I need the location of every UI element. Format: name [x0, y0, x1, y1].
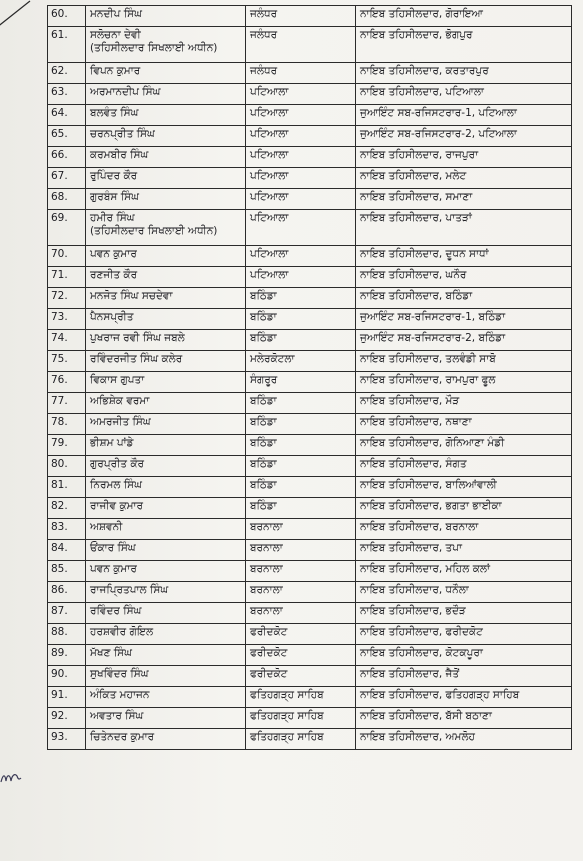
- serial-number-cell: 88.: [48, 624, 86, 645]
- name-cell: [86, 477, 246, 498]
- district-cell: ਬਠਿੰਡਾ: [246, 330, 356, 351]
- posting-cell: ਨਾਇਬ ਤਹਿਸੀਲਦਾਰ, ਮਲੇਟ: [356, 168, 572, 189]
- pen-stroke-mark: [0, 0, 34, 30]
- name-cell: [86, 624, 246, 645]
- serial-number-cell: 69.: [48, 210, 86, 246]
- officer-name: ਮੱਖਣ ਸਿੰਘ: [90, 647, 132, 659]
- district-cell: ਬਠਿੰਡਾ: [246, 498, 356, 519]
- officer-name: ਅਭਿਸ਼ੇਕ ਵਰਮਾ: [90, 395, 150, 407]
- serial-number-cell: 89.: [48, 645, 86, 666]
- serial-number-cell: 79.: [48, 435, 86, 456]
- posting-cell: ਨਾਇਬ ਤਹਿਸੀਲਦਾਰ, ਮੌੜ: [356, 393, 572, 414]
- officer-name: ਰਣਜੀਤ ਕੌਰ: [90, 269, 138, 281]
- name-cell: [86, 27, 246, 63]
- district-cell: ਪਟਿਆਲਾ: [246, 246, 356, 267]
- officer-name: ਭੀਸ਼ਮ ਪਾਂਡੇ: [90, 437, 134, 449]
- district-cell: ਪਟਿਆਲਾ: [246, 267, 356, 288]
- serial-number-cell: 63.: [48, 84, 86, 105]
- posting-cell: ਨਾਇਬ ਤਹਿਸੀਲਦਾਰ, ਕਰਤਾਰਪੁਰ: [356, 63, 572, 84]
- serial-number-cell: 81.: [48, 477, 86, 498]
- district-cell: ਬਠਿੰਡਾ: [246, 288, 356, 309]
- table-row: [48, 645, 572, 666]
- serial-number-cell: 72.: [48, 288, 86, 309]
- table-row: [48, 63, 572, 84]
- table-row: [48, 6, 572, 27]
- name-cell: [86, 729, 246, 750]
- table-row: [48, 456, 572, 477]
- district-cell: ਫਤਿਹਗੜ੍ਹ ਸਾਹਿਬ: [246, 729, 356, 750]
- serial-number-cell: 75.: [48, 351, 86, 372]
- name-cell: [86, 372, 246, 393]
- district-cell: ਫਰੀਦਕੋਟ: [246, 624, 356, 645]
- officer-name: ਪੁਖਰਾਜ ਰਵੀ ਸਿੰਘ ਜਬਲੇ: [90, 332, 185, 344]
- name-cell: [86, 582, 246, 603]
- serial-number-cell: 61.: [48, 27, 86, 63]
- posting-cell: ਨਾਇਬ ਤਹਿਸੀਲਦਾਰ, ਬਾਲਿਆਂਵਾਲੀ: [356, 477, 572, 498]
- posting-cell: ਨਾਇਬ ਤਹਿਸੀਲਦਾਰ, ਸੰਗਤ: [356, 456, 572, 477]
- table-row: [48, 687, 572, 708]
- serial-number-cell: 83.: [48, 519, 86, 540]
- district-cell: ਫਤਿਹਗੜ੍ਹ ਸਾਹਿਬ: [246, 687, 356, 708]
- posting-cell: ਨਾਇਬ ਤਹਿਸੀਲਦਾਰ, ਤਲਵੰਡੀ ਸਾਬੋ: [356, 351, 572, 372]
- district-cell: ਬਰਨਾਲਾ: [246, 540, 356, 561]
- posting-cell: ਨਾਇਬ ਤਹਿਸੀਲਦਾਰ, ਰਾਮਪੁਰਾ ਫੂਲ: [356, 372, 572, 393]
- posting-cell: ਨਾਇਬ ਤਹਿਸੀਲਦਾਰ, ਸਮਾਣਾ: [356, 189, 572, 210]
- name-cell: [86, 267, 246, 288]
- table-row: [48, 246, 572, 267]
- table-row: [48, 498, 572, 519]
- posting-cell: ਨਾਇਬ ਤਹਿਸੀਲਦਾਰ, ਪਟਿਆਲਾ: [356, 84, 572, 105]
- district-cell: ਬਰਨਾਲਾ: [246, 519, 356, 540]
- officer-name: ਹਮੀਰ ਸਿੰਘ: [90, 212, 135, 224]
- table-row: [48, 477, 572, 498]
- table-row: [48, 168, 572, 189]
- posting-cell: ਨਾਇਬ ਤਹਿਸੀਲਦਾਰ, ਅਮਲੋਹ: [356, 729, 572, 750]
- table-row: [48, 582, 572, 603]
- district-cell: ਜਲੰਧਰ: [246, 6, 356, 27]
- posting-cell: ਨਾਇਬ ਤਹਿਸੀਲਦਾਰ, ਘਨੌਰ: [356, 267, 572, 288]
- name-cell: [86, 210, 246, 246]
- table-row: [48, 561, 572, 582]
- posting-cell: ਜੁਆਇੰਟ ਸਬ-ਰਜਿਸਟਰਾਰ-2, ਪਟਿਆਲਾ: [356, 126, 572, 147]
- district-cell: ਬਰਨਾਲਾ: [246, 582, 356, 603]
- officer-name: ਮਨਦੀਪ ਸਿੰਘ: [90, 8, 142, 20]
- name-cell: [86, 414, 246, 435]
- posting-cell: ਨਾਇਬ ਤਹਿਸੀਲਦਾਰ, ਫਤਿਹਗੜ੍ਹ ਸਾਹਿਬ: [356, 687, 572, 708]
- table-row: [48, 435, 572, 456]
- district-cell: ਮਲੇਰਕੋਟਲਾ: [246, 351, 356, 372]
- officer-name: ਬਲਵੰਤ ਸਿੰਘ: [90, 107, 139, 119]
- district-cell: ਪਟਿਆਲਾ: [246, 189, 356, 210]
- name-cell: [86, 105, 246, 126]
- serial-number-cell: 82.: [48, 498, 86, 519]
- serial-number-cell: 90.: [48, 666, 86, 687]
- officer-name: ਮਨਜੋਤ ਸਿੰਘ ਸਚਦੇਵਾ: [90, 290, 173, 302]
- table-row: [48, 288, 572, 309]
- district-cell: ਪਟਿਆਲਾ: [246, 147, 356, 168]
- posting-cell: ਨਾਇਬ ਤਹਿਸੀਲਦਾਰ, ਨਥਾਣਾ: [356, 414, 572, 435]
- name-cell: [86, 189, 246, 210]
- officer-name: ਗੁਰਪ੍ਰੀਤ ਕੌਰ: [90, 458, 144, 470]
- serial-number-cell: 93.: [48, 729, 86, 750]
- name-cell: [86, 309, 246, 330]
- table-row: [48, 126, 572, 147]
- table-row: [48, 210, 572, 246]
- officer-name: ਚਿਤੇਨਦਰ ਕੁਮਾਰ: [90, 731, 155, 743]
- serial-number-cell: 74.: [48, 330, 86, 351]
- serial-number-cell: 60.: [48, 6, 86, 27]
- officer-name: ਪੈਨਸਪ੍ਰੀਤ: [90, 311, 134, 323]
- officer-name: ਕਰਮਬੀਰ ਸਿੰਘ: [90, 149, 149, 161]
- serial-number-cell: 64.: [48, 105, 86, 126]
- officer-name: ਓਂਕਾਰ ਸਿੰਘ: [90, 542, 136, 554]
- posting-cell: ਨਾਇਬ ਤਹਿਸੀਲਦਾਰ, ਗੋਨਿਆਣਾ ਮੰਡੀ: [356, 435, 572, 456]
- name-cell: [86, 288, 246, 309]
- posting-cell: ਨਾਇਬ ਤਹਿਸੀਲਦਾਰ, ਮਹਿਲ ਕਲਾਂ: [356, 561, 572, 582]
- name-cell: [86, 84, 246, 105]
- transfer-list-table: [47, 5, 572, 750]
- table-row: [48, 666, 572, 687]
- table-row: [48, 27, 572, 63]
- serial-number-cell: 76.: [48, 372, 86, 393]
- officer-name: ਸਲੋਚਨਾ ਦੇਵੀ: [90, 29, 141, 41]
- name-cell: [86, 666, 246, 687]
- district-cell: ਜਲੰਧਰ: [246, 27, 356, 63]
- serial-number-cell: 68.: [48, 189, 86, 210]
- officer-name: ਰੁਪਿੰਦਰ ਕੌਰ: [90, 170, 138, 182]
- serial-number-cell: 91.: [48, 687, 86, 708]
- officer-name: ਨਿਰਮਲ ਸਿੰਘ: [90, 479, 142, 491]
- officer-name: ਪਵਨ ਕੁਮਾਰ: [90, 563, 137, 575]
- posting-cell: ਨਾਇਬ ਤਹਿਸੀਲਦਾਰ, ਭੋਗਪੁਰ: [356, 27, 572, 63]
- name-cell: [86, 519, 246, 540]
- district-cell: ਜਲੰਧਰ: [246, 63, 356, 84]
- officer-name: ਚਰਨਪ੍ਰੀਤ ਸਿੰਘ: [90, 128, 155, 140]
- posting-cell: ਜੁਆਇੰਟ ਸਬ-ਰਜਿਸਟਰਾਰ-2, ਬਠਿੰਡਾ: [356, 330, 572, 351]
- name-cell: [86, 147, 246, 168]
- training-note: (ਤਹਿਸੀਲਦਾਰ ਸਿਖਲਾਈ ਅਧੀਨ): [90, 42, 218, 54]
- table-row: [48, 372, 572, 393]
- table-row: [48, 84, 572, 105]
- table-row: [48, 519, 572, 540]
- table-row: [48, 729, 572, 750]
- district-cell: ਪਟਿਆਲਾ: [246, 210, 356, 246]
- posting-cell: ਨਾਇਬ ਤਹਿਸੀਲਦਾਰ, ਫਰੀਦਕੋਟ: [356, 624, 572, 645]
- district-cell: ਪਟਿਆਲਾ: [246, 126, 356, 147]
- posting-cell: ਨਾਇਬ ਤਹਿਸੀਲਦਾਰ, ਰਾਜਪੁਰਾ: [356, 147, 572, 168]
- table-body: [48, 6, 572, 750]
- district-cell: ਫਰੀਦਕੋਟ: [246, 666, 356, 687]
- posting-cell: ਨਾਇਬ ਤਹਿਸੀਲਦਾਰ, ਧਨੌਲਾ: [356, 582, 572, 603]
- table-row: [48, 540, 572, 561]
- officer-name: ਅਮਰਜੀਤ ਸਿੰਘ: [90, 416, 151, 428]
- name-cell: [86, 393, 246, 414]
- officer-name: ਪਵਨ ਕੁਮਾਰ: [90, 248, 137, 260]
- district-cell: ਪਟਿਆਲਾ: [246, 84, 356, 105]
- district-cell: ਬਠਿੰਡਾ: [246, 477, 356, 498]
- name-cell: [86, 708, 246, 729]
- district-cell: ਪਟਿਆਲਾ: [246, 105, 356, 126]
- district-cell: ਬਠਿੰਡਾ: [246, 414, 356, 435]
- posting-cell: ਨਾਇਬ ਤਹਿਸੀਲਦਾਰ, ਪਾਤੜਾਂ: [356, 210, 572, 246]
- posting-cell: ਜੁਆਇੰਟ ਸਬ-ਰਜਿਸਟਰਾਰ-1, ਪਟਿਆਲਾ: [356, 105, 572, 126]
- posting-cell: ਜੁਆਇੰਟ ਸਬ-ਰਜਿਸਟਰਾਰ-1, ਬਠਿੰਡਾ: [356, 309, 572, 330]
- name-cell: [86, 498, 246, 519]
- posting-cell: ਨਾਇਬ ਤਹਿਸੀਲਦਾਰ, ਭਗਤਾ ਭਾਈਕਾ: [356, 498, 572, 519]
- name-cell: [86, 246, 246, 267]
- serial-number-cell: 67.: [48, 168, 86, 189]
- district-cell: ਸੰਗਰੂਰ: [246, 372, 356, 393]
- serial-number-cell: 84.: [48, 540, 86, 561]
- serial-number-cell: 86.: [48, 582, 86, 603]
- table-row: [48, 267, 572, 288]
- district-cell: ਫਰੀਦਕੋਟ: [246, 645, 356, 666]
- district-cell: ਪਟਿਆਲਾ: [246, 168, 356, 189]
- officer-name: ਵਿਪਨ ਕੁਮਾਰ: [90, 65, 141, 77]
- posting-cell: ਨਾਇਬ ਤਹਿਸੀਲਦਾਰ, ਬਠਿੰਡਾ: [356, 288, 572, 309]
- district-cell: ਬਠਿੰਡਾ: [246, 456, 356, 477]
- name-cell: [86, 456, 246, 477]
- name-cell: [86, 330, 246, 351]
- officer-name: ਸੁਖਵਿੰਦਰ ਸਿੰਘ: [90, 668, 149, 680]
- name-cell: [86, 435, 246, 456]
- officer-name: ਰਾਜੀਵ ਕੁਮਾਰ: [90, 500, 144, 512]
- name-cell: [86, 561, 246, 582]
- serial-number-cell: 87.: [48, 603, 86, 624]
- district-cell: ਬਠਿੰਡਾ: [246, 435, 356, 456]
- posting-cell: ਨਾਇਬ ਤਹਿਸੀਲਦਾਰ, ਗੋਰਾਇਆ: [356, 6, 572, 27]
- posting-cell: ਨਾਇਬ ਤਹਿਸੀਲਦਾਰ, ਬਰਨਾਲਾ: [356, 519, 572, 540]
- table-row: [48, 351, 572, 372]
- posting-cell: ਨਾਇਬ ਤਹਿਸੀਲਦਾਰ, ਦੂਧਨ ਸਾਧਾਂ: [356, 246, 572, 267]
- officer-name: ਰਵਿੰਦਰਜੀਤ ਸਿੰਘ ਕਲੇਰ: [90, 353, 183, 365]
- officer-name: ਅਵਤਾਰ ਸਿੰਘ: [90, 710, 144, 722]
- name-cell: [86, 645, 246, 666]
- posting-cell: ਨਾਇਬ ਤਹਿਸੀਲਦਾਰ, ਬੱਸੀ ਬਠਾਣਾ: [356, 708, 572, 729]
- posting-cell: ਨਾਇਬ ਤਹਿਸੀਲਦਾਰ, ਤਪਾ: [356, 540, 572, 561]
- posting-cell: ਨਾਇਬ ਤਹਿਸੀਲਦਾਰ, ਕੋਟਕਪੂਰਾ: [356, 645, 572, 666]
- table-row: [48, 603, 572, 624]
- posting-cell: ਨਾਇਬ ਤਹਿਸੀਲਦਾਰ, ਜੈਤੋਂ: [356, 666, 572, 687]
- name-cell: [86, 351, 246, 372]
- name-cell: [86, 63, 246, 84]
- table-row: [48, 147, 572, 168]
- table-row: [48, 189, 572, 210]
- name-cell: [86, 6, 246, 27]
- officer-name: ਵਿਕਾਸ ਗੁਪਤਾ: [90, 374, 145, 386]
- table-row: [48, 330, 572, 351]
- handwritten-margin-mark: [0, 770, 22, 788]
- serial-number-cell: 70.: [48, 246, 86, 267]
- serial-number-cell: 62.: [48, 63, 86, 84]
- district-cell: ਬਰਨਾਲਾ: [246, 561, 356, 582]
- officer-name: ਰਾਜਪ੍ਰਿਤਪਾਲ ਸਿੰਘ: [90, 584, 169, 596]
- district-cell: ਬਠਿੰਡਾ: [246, 393, 356, 414]
- officer-name: ਗੁਰਬੰਸ ਸਿੰਘ: [90, 191, 139, 203]
- serial-number-cell: 71.: [48, 267, 86, 288]
- serial-number-cell: 77.: [48, 393, 86, 414]
- serial-number-cell: 73.: [48, 309, 86, 330]
- training-note: (ਤਹਿਸੀਲਦਾਰ ਸਿਖਲਾਈ ਅਧੀਨ): [90, 225, 218, 237]
- serial-number-cell: 80.: [48, 456, 86, 477]
- table-row: [48, 708, 572, 729]
- officer-name: ਅਸ਼ਵਨੀ: [90, 521, 123, 533]
- district-cell: ਬਠਿੰਡਾ: [246, 309, 356, 330]
- officer-name: ਅਰਮਾਨਦੀਪ ਸਿੰਘ: [90, 86, 161, 98]
- table-row: [48, 309, 572, 330]
- name-cell: [86, 603, 246, 624]
- table-row: [48, 414, 572, 435]
- name-cell: [86, 126, 246, 147]
- name-cell: [86, 168, 246, 189]
- serial-number-cell: 78.: [48, 414, 86, 435]
- district-cell: ਬਰਨਾਲਾ: [246, 603, 356, 624]
- serial-number-cell: 92.: [48, 708, 86, 729]
- serial-number-cell: 66.: [48, 147, 86, 168]
- officer-name: ਰਵਿੰਦਰ ਸਿੰਘ: [90, 605, 142, 617]
- name-cell: [86, 687, 246, 708]
- officer-name: ਹਰਸ਼ਵੀਰ ਗੋਇਲ: [90, 626, 154, 638]
- table-row: [48, 624, 572, 645]
- serial-number-cell: 85.: [48, 561, 86, 582]
- table-row: [48, 105, 572, 126]
- serial-number-cell: 65.: [48, 126, 86, 147]
- table-row: [48, 393, 572, 414]
- posting-cell: ਨਾਇਬ ਤਹਿਸੀਲਦਾਰ, ਭਦੌੜ: [356, 603, 572, 624]
- district-cell: ਫਤਿਹਗੜ੍ਹ ਸਾਹਿਬ: [246, 708, 356, 729]
- name-cell: [86, 540, 246, 561]
- officer-name: ਅੰਕਿਤ ਮਹਾਜਨ: [90, 689, 150, 701]
